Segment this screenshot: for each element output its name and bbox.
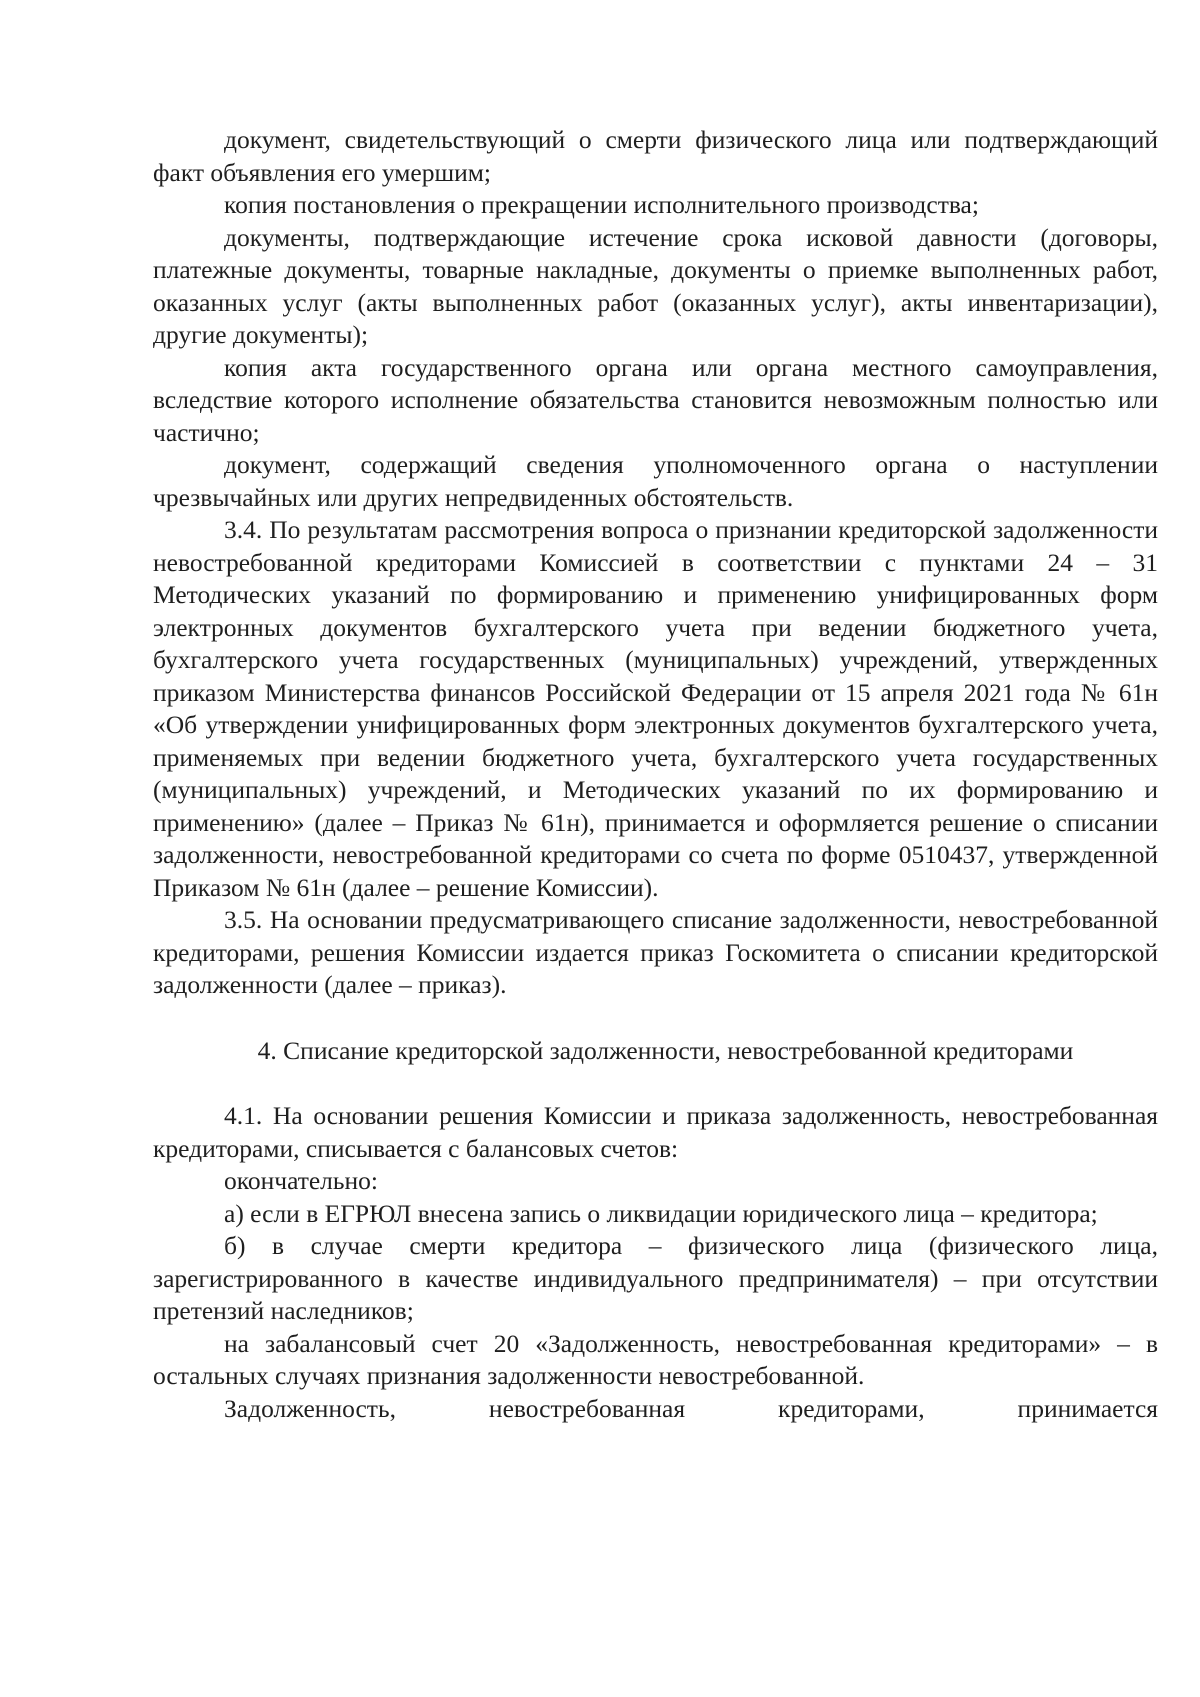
paragraph-emergency-document: документ, содержащий сведения уполномоченного органа о наступлении чрезвычайных или других непредвиденных обстоятельств. [153, 450, 1158, 512]
paragraph-debt-accepted: Задолженность, невостребованная кредиторами, принимается [224, 1393, 1158, 1423]
paragraph-finally: окончательно: [224, 1166, 379, 1195]
paragraph-death-document: документ, свидетельствующий о смерти физического лица или подтверждающий факт объявления его умершим; [153, 125, 1158, 187]
paragraph-government-act: копия акта государственного органа или органа местного самоуправления, вследствие которого исполнение обязательства становится невозможным полностью или частично; [153, 352, 1158, 447]
paragraph-item-a: а) если в ЕГРЮЛ внесена запись о ликвидации юридического лица – кредитора; [224, 1198, 1098, 1228]
paragraph-4-1: 4.1. На основании решения Комиссии и приказа задолженность, невостребованная кредиторами, списывается с балансовых счетов: [153, 1101, 1158, 1163]
document-body [153, 124, 1158, 1425]
section-heading: 4. Списание кредиторской задолженности, невостребованной кредиторами [257, 1035, 1074, 1065]
paragraph-off-balance-account: на забалансовый счет 20 «Задолженность, невостребованная кредиторами» – в остальных случаях признания задолженности невостребованной. [153, 1328, 1158, 1390]
paragraph-3-5: 3.5. На основании предусматривающего списание задолженности, невостребованной кредиторами, решения Комиссии издается приказ Госкомитета о списании кредиторской задолженности (далее – приказ). [153, 905, 1158, 999]
paragraph-3-4: 3.4. По результатам рассмотрения вопроса о признании кредиторской задолженности невостребованной кредиторами Комиссией в соответствии с пунктами 24 – 31 Методических указаний по формированию и применению унифицированных форм электронных документов бухгалтерского учета при ведении бюджетного учета, бухгалтерского учета государственных (муниципальных) учреждений, утвержденных приказом Министерства финансов Российской Федерации от 15 апреля 2021 года № 61н «Об утверждении унифицированных форм электронных документов бухгалтерского учета, применяемых при ведении бюджетного учета, бухгалтерского учета государственных (муниципальных) учреждений, и Методических указаний по их формированию и применению» (далее – Приказ № 61н), принимается и оформляется решение о списании задолженности, невостребованной кредиторами со счета по форме 0510437, утвержденной Приказом № 61н (далее – решение Комиссии). [153, 515, 1158, 902]
paragraph-enforcement-termination: копия постановления о прекращении исполнительного производства; [224, 190, 979, 219]
paragraph-limitation-documents: документы, подтверждающие истечение срока исковой давности (договоры, платежные документы, товарные накладные, документы о приемке выполненных работ, оказанных услуг (акты выполненных работ (оказанных услуг), акты инвентаризации), другие документы); [153, 222, 1158, 349]
paragraph-item-b: б) в случае смерти кредитора – физического лица (физического лица, зарегистрированного в качестве индивидуального предпринимателя) – при отсутствии претензий наследников; [153, 1231, 1158, 1325]
